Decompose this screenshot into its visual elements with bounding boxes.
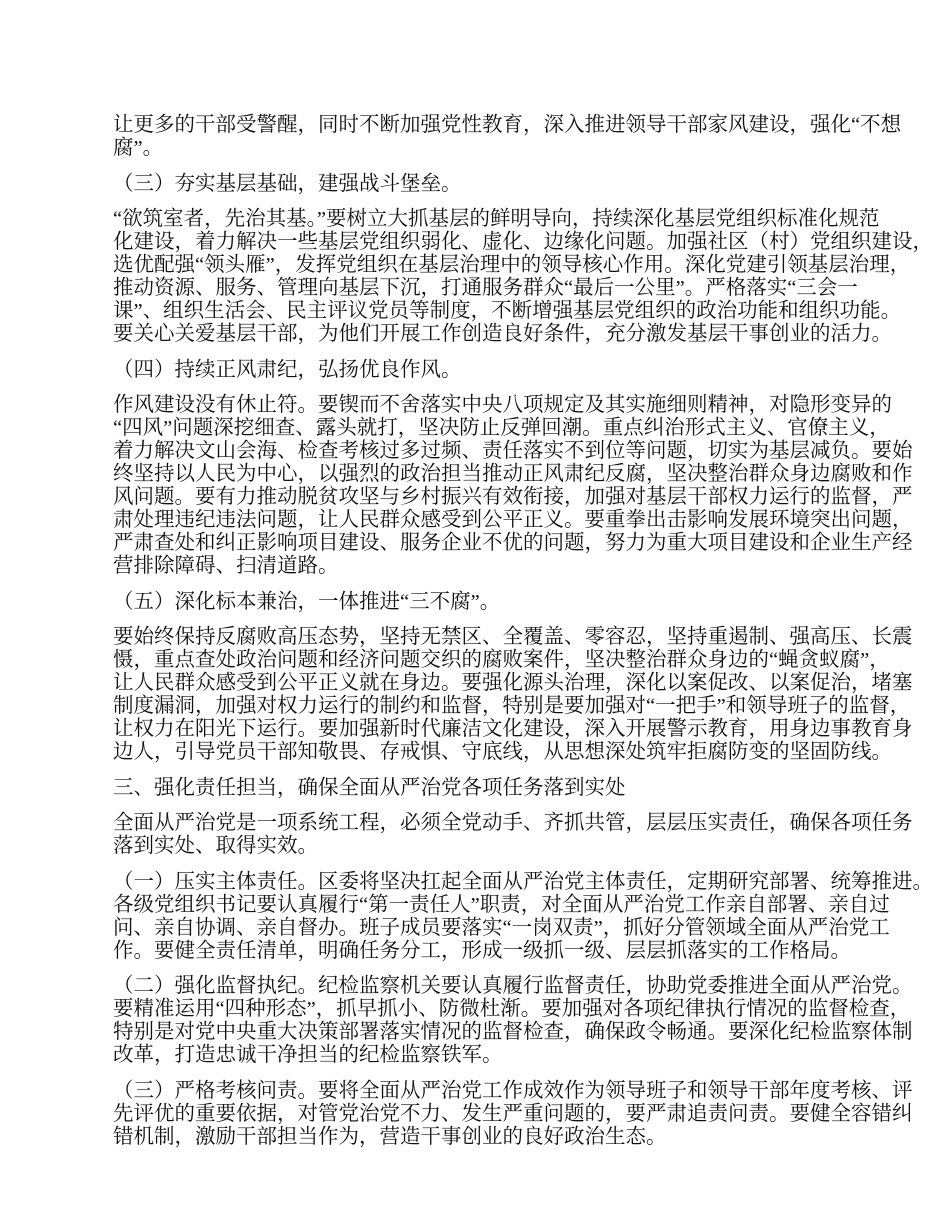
text-line: 边人，引导党员干部知敬畏、存戒惧、守底线，从思想深处筑牢拒腐防变的坚固防线。 xyxy=(113,741,892,763)
text-line: 先评优的重要依据，对管党治党不力、发生严重问题的，要严肃追责问责。要健全容错纠 xyxy=(113,1102,913,1125)
text-line: “欲筑室者，先治其基。”要树立大抓基层的鲜明导向，持续深化基层党组织标准化规范 xyxy=(113,208,880,230)
paragraph xyxy=(113,777,873,800)
text-line: 推动资源、服务、管理向基层下沉，打通服务群众“最后一公里”。严格落实“三会一 xyxy=(113,277,858,299)
text-line: 让权力在阳光下运行。要加强新时代廉洁文化建设，深入开展警示教育，用身边事教育身 xyxy=(113,718,913,740)
text-line: 特别是对党中央重大决策部署落实情况的监督检查，确保政令畅通。要深化纪检监察体制 xyxy=(113,1021,913,1043)
text-line: 选优配强“领头雁”，发挥党组织在基层治理中的领导核心作用。深化党建引领基层治理， xyxy=(113,254,911,276)
paragraph xyxy=(113,870,933,963)
text-line: 要精准运用“四种形态”，抓早抓小、防微杜渐。要加强对各项纪律执行情况的监督检查， xyxy=(113,998,911,1020)
text-line: 肃处理违纪违法问题，让人民群众感受到公平正义。要重拳出击影响发展环境突出问题， xyxy=(113,509,913,531)
text-line: 全面从严治党是一项系统工程，必须全党动手、齐抓共管，层层压实责任，确保各项任务 xyxy=(113,812,913,834)
text-line: （三）严格考核问责。要将全面从严治党工作成效作为领导班子和领导干部年度考核、评 xyxy=(113,1079,913,1102)
text-line: “四风”问题深挖细查、露头就打，坚决防止反弹回潮。重点纠治形式主义、官僚主义， xyxy=(113,417,890,439)
paragraph xyxy=(113,812,913,858)
document-body xyxy=(113,114,933,1161)
text-line: 错机制，激励干部担当作为，营造干事创业的良好政治生态。 xyxy=(113,1125,667,1148)
text-line: （一）压实主体责任。区委将坚决扛起全面从严治党主体责任，定期研究部署、统筹推进。 xyxy=(113,870,933,893)
paragraph xyxy=(113,359,873,382)
text-line: （五）深化标本兼治，一体推进“三不腐”。 xyxy=(113,590,501,613)
paragraph xyxy=(113,591,873,614)
text-line: 腐”。 xyxy=(113,137,164,159)
text-line: 营排除障碍、扫清道路。 xyxy=(113,555,339,577)
paragraph xyxy=(113,114,902,160)
text-line: 作风建设没有休止符。要锲而不舍落实中央八项规定及其实施细则精神，对隐形变异的 xyxy=(113,394,892,416)
text-line: 作。要健全责任清单，明确任务分工，形成一级抓一级、层层抓落实的工作格局。 xyxy=(113,939,851,962)
text-line: 着力解决文山会海、检查考核过多过频、责任落实不到位等问题，切实为基层减负。要始 xyxy=(113,440,913,462)
text-line: 要关心关爱基层干部，为他们开展工作创造良好条件，充分激发基层干事创业的活力。 xyxy=(113,323,892,345)
text-line: （三）夯实基层基础，建强战斗堡垒。 xyxy=(113,172,462,195)
text-line: （二）强化监督执纪。纪检监察机关要认真履行监督责任，协助党委推进全面从严治党。 xyxy=(113,975,913,997)
text-line: （四）持续正风肃纪，弘扬优良作风。 xyxy=(113,358,462,381)
text-line: 要始终保持反腐败高压态势，坚持无禁区、全覆盖、零容忍，坚持重遏制、强高压、长震 xyxy=(113,626,913,648)
text-line: 制度漏洞，加强对权力运行的制约和监督，特别是要加强对“一把手”和领导班子的监督， xyxy=(113,695,911,717)
text-line: 严肃查处和纠正影响项目建设、服务企业不优的问题，努力为重大项目建设和企业生产经 xyxy=(113,532,913,554)
paragraph xyxy=(113,208,933,346)
paragraph xyxy=(113,394,913,578)
paragraph xyxy=(113,975,913,1067)
paragraph xyxy=(113,173,873,196)
paragraph xyxy=(113,1079,913,1149)
text-line: 三、强化责任担当，确保全面从严治党各项任务落到实处 xyxy=(113,776,626,799)
text-line: 落到实处、取得实效。 xyxy=(113,835,318,857)
text-line: 课”、组织生活会、民主评议党员等制度，不断增强基层党组织的政治功能和组织功能。 xyxy=(113,300,902,322)
text-line: 问、亲自协调、亲自督办。班子成员要落实“一岗双责”，抓好分管领域全面从严治党工 xyxy=(113,916,890,939)
text-line: 终坚持以人民为中心，以强烈的政治担当推动正风肃纪反腐，坚决整治群众身边腐败和作 xyxy=(113,463,913,485)
text-line: 慑，重点查处政治问题和经济问题交织的腐败案件，坚决整治群众身边的“蝇贪蚁腐”， xyxy=(113,649,890,671)
text-line: 让人民群众感受到公平正义就在身边。要强化源头治理，深化以案促改、以案促治，堵塞 xyxy=(113,672,913,694)
text-line: 改革，打造忠诚干净担当的纪检监察铁军。 xyxy=(113,1044,503,1066)
text-line: 风问题。要有力推动脱贫攻坚与乡村振兴有效衔接，加强对基层干部权力运行的监督，严 xyxy=(113,486,913,508)
paragraph xyxy=(113,626,913,764)
text-line: 各级党组织书记要认真履行“第一责任人”职责，对全面从严治党工作亲自部署、亲自过 xyxy=(113,893,890,916)
text-line: 让更多的干部受警醒，同时不断加强党性教育，深入推进领导干部家风建设，强化“不想 xyxy=(113,114,902,136)
text-line: 化建设，着力解决一些基层党组织弱化、虚化、边缘化问题。加强社区（村）党组织建设， xyxy=(113,231,933,253)
